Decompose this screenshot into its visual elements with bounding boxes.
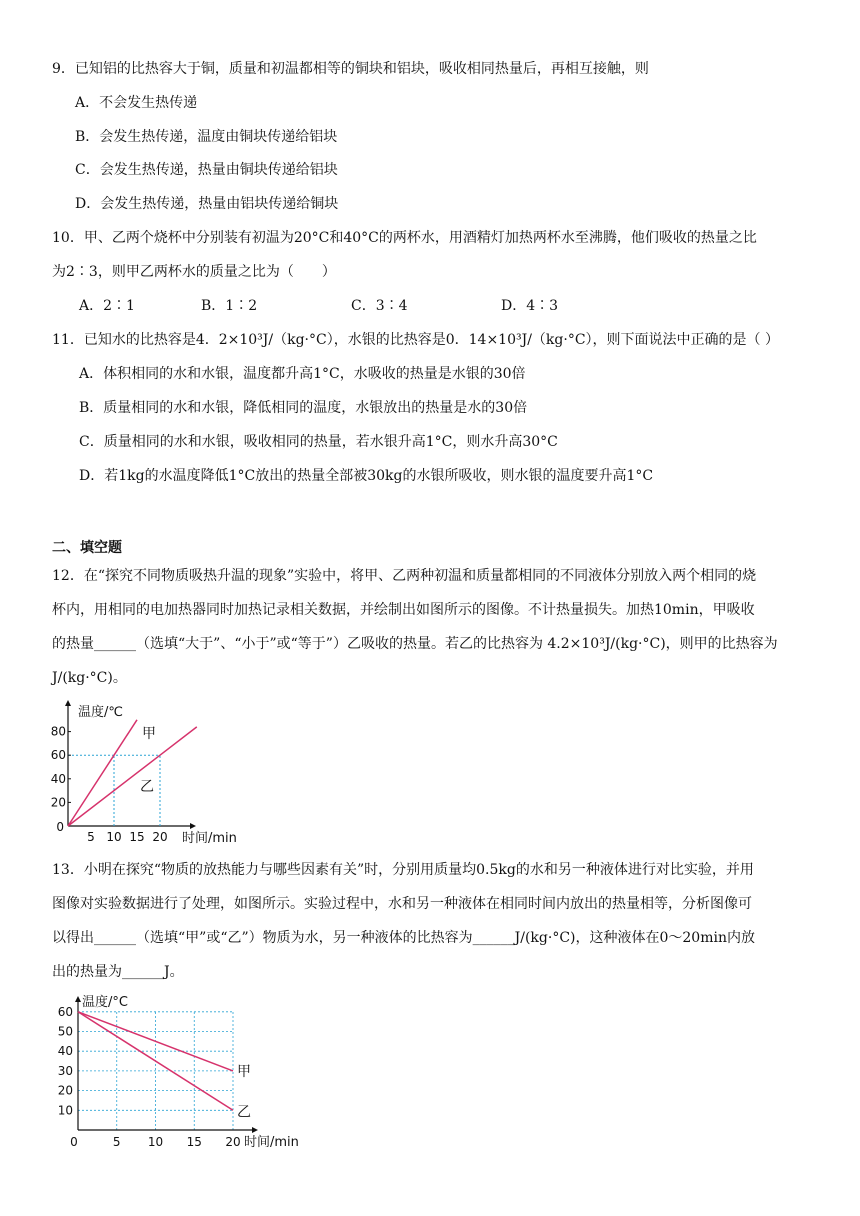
q10-stem-line1: 10．甲、乙两个烧杯中分别装有初温为20°C和40°C的两杯水，用酒精灯加热两杯水至沸腾，他们吸收的热量之比: [52, 230, 757, 246]
q13-line3: 以得出______（选填“甲”或“乙”）物质为水，另一种液体的比热容为______J/(kg·°C)，这种液体在0～20min内放: [52, 930, 755, 946]
x-tick-label: 5: [87, 830, 95, 844]
y-tick-label: 80: [50, 724, 66, 739]
x-tick-label: 20: [225, 1135, 241, 1149]
y-axis-arrow: [65, 700, 71, 706]
x-tick-label: 10: [147, 1135, 164, 1149]
q10-option-b[interactable]: B．1∶2: [201, 298, 258, 314]
q9-option-a[interactable]: A．不会发生热传递: [75, 95, 198, 111]
x-axis-arrow: [252, 1127, 258, 1133]
section-title: 二、填空题: [52, 540, 122, 556]
series-line-yi: [78, 1012, 233, 1111]
q9-option-b[interactable]: B．会发生热传递，温度由铜块传递给铝块: [75, 129, 338, 145]
x-tick-label: 5: [112, 1135, 121, 1149]
q12-line3: 的热量______（选填“大于”、“小于”或“等于”）乙吸收的热量。若乙的比热容为 4.2×10³J/(kg·°C)，则甲的比热容为: [52, 636, 778, 652]
q11-option-c[interactable]: C．质量相同的水和水银，吸收相同的热量，若水银升高1°C，则水升高30°C: [79, 434, 558, 450]
x-axis-label: 时间/min: [244, 1135, 299, 1150]
y-tick-label: 40: [57, 1044, 73, 1059]
x-axis-arrow: [190, 823, 196, 829]
series-label-jia: 甲: [142, 726, 156, 742]
series-label-jia: 甲: [237, 1063, 251, 1080]
y-tick-label: 30: [57, 1063, 73, 1078]
x-tick-label: 0: [70, 1135, 78, 1149]
q11-option-a[interactable]: A．体积相同的水和水银，温度都升高1°C，水吸收的热量是水银的30倍: [79, 366, 526, 382]
y-tick-label: 20: [50, 795, 66, 810]
x-tick-label: 20: [152, 830, 168, 844]
q13-line1: 13．小明在探究“物质的放热能力与哪些因素有关”时，分别用质量均0.5kg的水和另一种液体进行对比实验，并用: [52, 862, 754, 878]
q10-stem-line2: 为2∶3，则甲乙两杯水的质量之比为（ ）: [52, 264, 336, 280]
q9-option-d[interactable]: D．会发生热传递，热量由铝块传递给铜块: [75, 196, 339, 212]
q9-option-c[interactable]: C．会发生热传递，热量由铜块传递给铝块: [75, 162, 338, 178]
y-axis-label: 温度/℃: [78, 705, 123, 720]
y-tick-label: 50: [57, 1024, 73, 1039]
q12-line4: J/(kg·°C)。: [52, 670, 127, 686]
x-tick-label: 0: [56, 820, 64, 834]
q12-line1: 12．在“探究不同物质吸热升温的现象”实验中，将甲、乙两种初温和质量都相同的不同液体分别放入两个相同的烧: [52, 568, 757, 584]
q11-option-b[interactable]: B．质量相同的水和水银，降低相同的温度，水银放出的热量是水的30倍: [79, 400, 528, 416]
series-label-yi: 乙: [140, 779, 154, 795]
q11-option-d[interactable]: D．若1kg的水温度降低1°C放出的热量全部被30kg的水银所吸收，则水银的温度要升高1°C: [79, 468, 654, 484]
y-tick-label: 10: [57, 1103, 73, 1118]
q12-line2: 杯内，用相同的电加热器同时加热记录相关数据，并绘制出如图所示的图像。不计热量损失。加热10min，甲吸收: [52, 602, 755, 618]
y-tick-label: 20: [57, 1083, 73, 1098]
y-tick-label: 60: [57, 1004, 73, 1019]
x-tick-label: 15: [129, 830, 145, 844]
q10-options: [79, 296, 639, 316]
q12-temperature-chart: [50, 696, 280, 846]
q10-option-d[interactable]: D．4∶3: [501, 298, 559, 314]
x-axis-label: 时间/min: [182, 831, 237, 846]
y-tick-label: 60: [50, 748, 66, 763]
series-line-yi: [68, 727, 197, 826]
q9-stem: 9．已知铝的比热容大于铜，质量和初温都相等的铜块和铝块，吸收相同热量后，再相互接触，则: [52, 61, 649, 77]
y-tick-label: 40: [50, 771, 66, 786]
y-axis-label: 温度/°C: [82, 995, 128, 1010]
q11-stem: 11．已知水的比热容是4．2×10³J/（kg·°C），水银的比热容是0．14×10³J/（kg·°C），则下面说法中正确的是（ ）: [52, 332, 779, 348]
x-tick-label: 15: [186, 1135, 202, 1149]
q13-line4: 出的热量为______J。: [52, 964, 184, 980]
q13-line2: 图像对实验数据进行了处理，如图所示。实验过程中，水和另一种液体在相同时间内放出的热量相等，分析图像可: [52, 896, 752, 912]
y-axis-arrow: [75, 996, 81, 1002]
q10-option-a[interactable]: A．2∶1: [79, 298, 135, 314]
q13-temperature-chart: [52, 990, 322, 1150]
series-label-yi: 乙: [237, 1104, 251, 1121]
series-line-jia: [68, 720, 137, 826]
x-tick-label: 10: [106, 830, 122, 844]
q10-option-c[interactable]: C．3∶4: [351, 298, 408, 314]
